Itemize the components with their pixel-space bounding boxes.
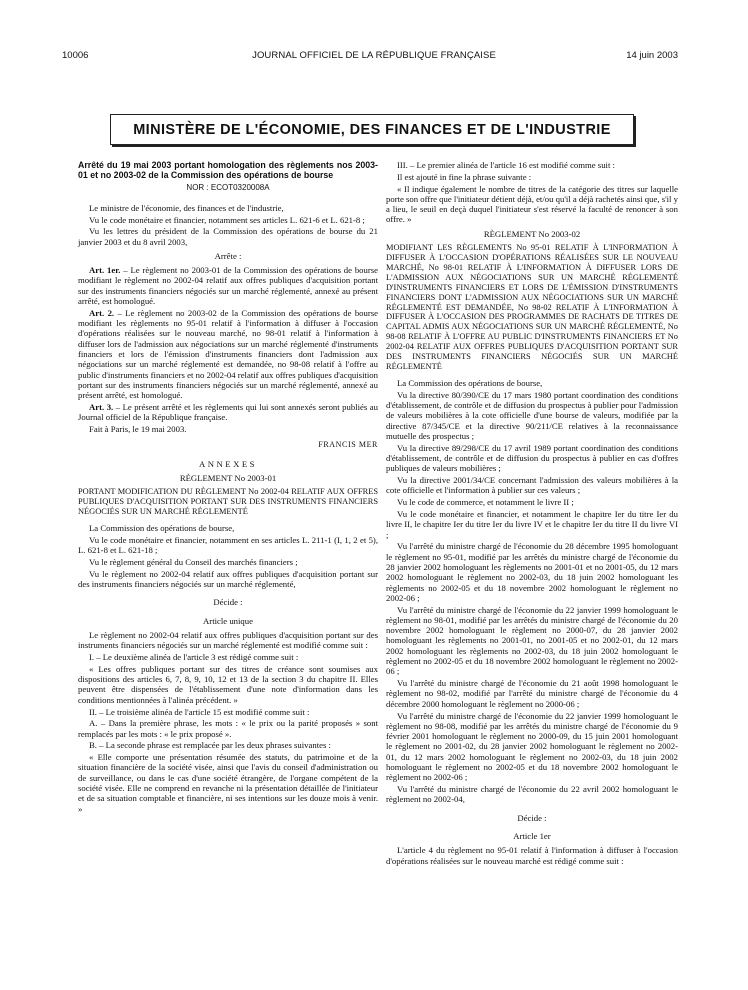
decide-heading: Décide : [517, 812, 547, 823]
journal-title: JOURNAL OFFICIEL DE LA RÉPUBLIQUE FRANÇAISE [252, 50, 496, 61]
paragraph: Vu le code monétaire et financier, notamment ses articles L. 621-6 et L. 621-8 ; [89, 214, 365, 225]
paragraph: « Il indique également le nombre de titres de la catégorie des titres sur laquelle porte son offre que l'initiateur détient déjà, et/ou qu'il a déjà rachetés ainsi que, s'il y a lieu, le seuil en deçà duquel l'initiateur s'est réservé la faculté de renoncer à son offre. » [386, 183, 678, 225]
article-label: Art. 1er. [89, 265, 121, 276]
paragraph: Vu l'arrêté du ministre chargé de l'économie du 22 janvier 1999 homologuant le règlement no 98-01, modifié par les arrêtés du ministre chargé de l'économie du 20 novembre 2002 homologuant le règlement no 2000-07, du 28 janvier 2002 homologuant les règlements no 2001-01, no 2001-05 et no 2002-01, du 12 mars 2002 homologuant les règlements no 2002-03, du 18 juin 2002 homologuant le règlement no 2002-05 et du 18 novembre 2002 homologuant le règlement no 2002-06 ; [386, 604, 678, 677]
signature: FRANCIS MER [318, 440, 378, 450]
paragraph: « Elle comporte une présentation résumée des statuts, du patrimoine et de la situation financière de la société visée, ainsi que l'avis du conseil d'administration ou de surveillance, ou dans le cas d'une société étrangère, de l'organe compétent de la société visée. Elle ne comprend en revanche ni la présentation détaillée de l'initiateur et de sa situation comptable et financière, ni ses intentions sur les douze mois à venir. » [78, 752, 378, 814]
ministry-banner: MINISTÈRE DE L'ÉCONOMIE, DES FINANCES ET DE L'INDUSTRIE [110, 114, 634, 145]
paragraph: Vu l'arrêté du ministre chargé de l'économie du 22 avril 2002 homologuant le règlement no 2002-04, [386, 784, 678, 805]
page-number: 10006 [62, 50, 89, 61]
regulation-subject: MODIFIANT LES RÈGLEMENTS No 95-01 RELATIF À L'INFORMATION À DIFFUSER À L'OCCASION D'OPÉRATIONS RÉALISÉES SUR LE NOUVEAU MARCHÉ, No 98-01 RELATIF À L'INFORMATION À DIFFUSER LORS DE L'ADMISSION AUX NÉGOCIATIONS SUR UN MARCHÉ RÉGLEMENTÉ D'INSTRUMENTS FINANCIERS ET LORS DE L'ÉMISSION D'INSTRUMENTS FINANCIERS DONT L'ADMISSION AUX NÉGOCIATIONS SUR UN MARCHÉ RÉGLEMENTÉ EST DEMANDÉE, No 98-02 RELATIF À L'INFORMATION À DIFFUSER À L'OCCASION DES PROGRAMMES DE RACHATS DE TITRES DE CAPITAL ADMIS AUX NÉGOCIATIONS SUR UN MARCHÉ RÉGLEMENTÉ, No 98-08 RELATIF À L'OFFRE AU PUBLIC D'INSTRUMENTS FINANCIERS ET No 2002-04 RELATIF AUX OFFRES PUBLIQUES D'ACQUISITION PORTANT SUR DES INSTRUMENTS FINANCIERS NÉGOCIÉS SUR UN MARCHÉ RÉGLEMENTÉ [386, 243, 678, 371]
paragraph: Il est ajouté in fine la phrase suivante : [397, 171, 532, 182]
paragraph: Vu l'arrêté du ministre chargé de l'économie du 21 août 1998 homologuant le règlement no 98-02, modifié par l'arrêté du ministre chargé de l'économie du 4 décembre 2000 homologuant le règlement no 2000-06 ; [386, 678, 678, 709]
arrete-heading: Arrête : [214, 250, 242, 261]
nor-reference: NOR : ECOT0320008A [186, 183, 270, 193]
paragraph: Vu l'arrêté du ministre chargé de l'économie du 28 décembre 1995 homologuant le règlement no 95-01, modifié par les arrêtés du ministre chargé de l'économie du 28 janvier 2002 homologuant les règlements no 2001-01 et no 2001-05, du 12 mars 2002 homologuant le règlement no 2002-03, du 18 juin 2002 homologuant les règlements no 2002-05 et du 18 novembre 2002 homologuant le règlement no 2002-06 ; [386, 541, 678, 603]
article-text: – Le règlement no 2003-01 de la Commission des opérations de bourse modifiant le règlement no 2002-04 relatif aux offres publiques d'acquisition portant sur des instruments financiers négociés sur un marché réglementé, annexé au présent arrêté, est homologué. [78, 265, 378, 307]
paragraph: Vu le code de commerce, et notamment le livre II ; [397, 497, 574, 508]
paragraph: III. – Le premier alinéa de l'article 16 est modifié comme suit : [397, 160, 615, 170]
paragraph: Vu l'arrêté du ministre chargé de l'économie du 22 janvier 1999 homologuant le règlement no 98-08, modifié par les arrêtés du ministre chargé de l'économie du 9 février 2001 homologuant le règlement no 2000-09, du 15 juin 2001 homologuant le règlement no 2001-02, du 28 janvier 2002 homologuant le règlement no 2002-01, du 12 mars 2002 homologuant le règlement no 2002-03, du 18 juin 2002 homologuant le règlement no 2002-05 et du 18 novembre 2002 homologuant le règlement no 2002-06 ; [386, 710, 678, 783]
annexes-heading: ANNEXES [198, 458, 258, 469]
article-2 [78, 308, 378, 401]
decree-title: Arrêté du 19 mai 2003 portant homologation des règlements nos 2003-01 et no 2003-02 de la Commission des opérations de bourse [78, 160, 378, 181]
paragraph: Le règlement no 2002-04 relatif aux offres publiques d'acquisition portant sur des instruments financiers négociés sur un marché réglementé est modifié comme suit : [78, 629, 378, 651]
paragraph: La Commission des opérations de bourse, [89, 523, 235, 534]
paragraph: La Commission des opérations de bourse, [397, 377, 543, 388]
right-column [386, 160, 678, 867]
issue-date: 14 juin 2003 [626, 50, 678, 61]
article-label: Art. 2. [89, 307, 115, 318]
paragraph: Vu le règlement no 2002-04 relatif aux offres publiques d'acquisition portant sur des instruments financiers négociés sur un marché réglementé, [78, 568, 378, 590]
paragraph: II. – Le troisième alinéa de l'article 15 est modifié comme suit : [89, 706, 310, 717]
paragraph: I. – Le deuxième alinéa de l'article 3 est rédigé comme suit : [89, 652, 299, 663]
regulation-heading: RÈGLEMENT No 2003-01 [179, 473, 277, 484]
paragraph: Vu le règlement général du Conseil des marchés financiers ; [89, 556, 298, 567]
paragraph: Fait à Paris, le 19 mai 2003. [89, 424, 187, 435]
paragraph: A. – Dans la première phrase, les mots : « le prix ou la parité proposés » sont remplacés par les mots : « le prix proposé ». [78, 718, 378, 739]
regulation-heading: RÈGLEMENT No 2003-02 [483, 228, 581, 239]
regulation-subject: PORTANT MODIFICATION DU RÈGLEMENT No 2002-04 RELATIF AUX OFFRES PUBLIQUES D'ACQUISITION PORTANT SUR DES INSTRUMENTS FINANCIERS NÉGOCIÉS SUR UN MARCHÉ RÉGLEMENTÉ [78, 487, 378, 517]
paragraph: Vu la directive 2001/34/CE concernant l'admission des valeurs mobilières à la cote officielle et l'information à publier sur ces valeurs ; [386, 475, 678, 496]
paragraph: Vu le code monétaire et financier, notamment en ses articles L. 211-1 (I, 1, 2 et 5), L. 621-8 et L. 621-18 ; [78, 534, 378, 556]
article-unique-heading: Article unique [203, 615, 253, 626]
decide-heading: Décide : [213, 597, 243, 608]
article-3 [78, 402, 378, 423]
paragraph: Vu les lettres du président de la Commission des opérations de bourse du 21 janvier 2003 et du 8 avril 2003, [78, 226, 378, 247]
article-text: – Le présent arrêté et les règlements qui lui sont annexés seront publiés au Journal officiel de la République française. [78, 402, 378, 423]
article-text: – Le règlement no 2003-02 de la Commission des opérations de bourse modifiant les règlements no 95-01 relatif à l'information à diffuser à l'occasion d'opérations réalisées sur le nouveau marché, no 98-01 relatif à l'information à diffuser lors de l'admission aux négociations sur un marché réglementé d'instruments financiers et lors de l'émission d'instruments financiers dont l'admission aux négociations sur un marché réglementé est demandée, no 98-08 relatif à l'offre au public d'instruments financiers et no 2002-04 relatif aux offres publiques d'acquisition portant sur des instruments financiers négociés sur un marché réglementé, annexé au présent arrêté, est homologué. [78, 307, 378, 401]
article-1 [78, 265, 378, 306]
page-header [0, 50, 748, 66]
paragraph: L'article 4 du règlement no 95-01 relatif à l'information à diffuser à l'occasion d'opérations réalisées sur le nouveau marché est rédigé comme suit : [386, 845, 678, 866]
left-column [78, 160, 378, 815]
paragraph: B. – La seconde phrase est remplacée par les deux phrases suivantes : [89, 740, 331, 751]
paragraph: Vu le code monétaire et financier, et notamment le chapitre Ier du titre Ier du livre II, le chapitre Ier du titre Ier du livre IV et le chapitre Ier du titre II du livre VI ; [386, 508, 678, 540]
article-label: Art. 3. [89, 402, 114, 413]
paragraph: Vu la directive 80/390/CE du 17 mars 1980 portant coordination des conditions d'établissement, de contrôle et de diffusion du prospectus à publier pour l'admission de valeurs mobilières à la cote officielle d'une bourse de valeurs, modifiée par la directive 87/345/CE et la directive 90/211/CE relatives à la reconnaissance mutuelle des prospectus ; [386, 389, 678, 441]
paragraph: « Les offres publiques portant sur des titres de créance sont soumises aux dispositions des articles 6, 7, 8, 9, 10, 12 et 13 de la section 3 du chapitre II. Elles peuvent être dispensées de l'établissement d'une note d'information dans les conditions mentionnées à l'alinéa précédent. » [78, 663, 378, 705]
paragraph: Vu la directive 89/298/CE du 17 avril 1989 portant coordination des conditions d'établissement, de contrôle et de diffusion du prospectus à publier en cas d'offres publiques de valeurs mobilières ; [386, 442, 678, 474]
article-heading: Article 1er [513, 831, 551, 842]
paragraph: Le ministre de l'économie, des finances et de l'industrie, [89, 202, 284, 213]
